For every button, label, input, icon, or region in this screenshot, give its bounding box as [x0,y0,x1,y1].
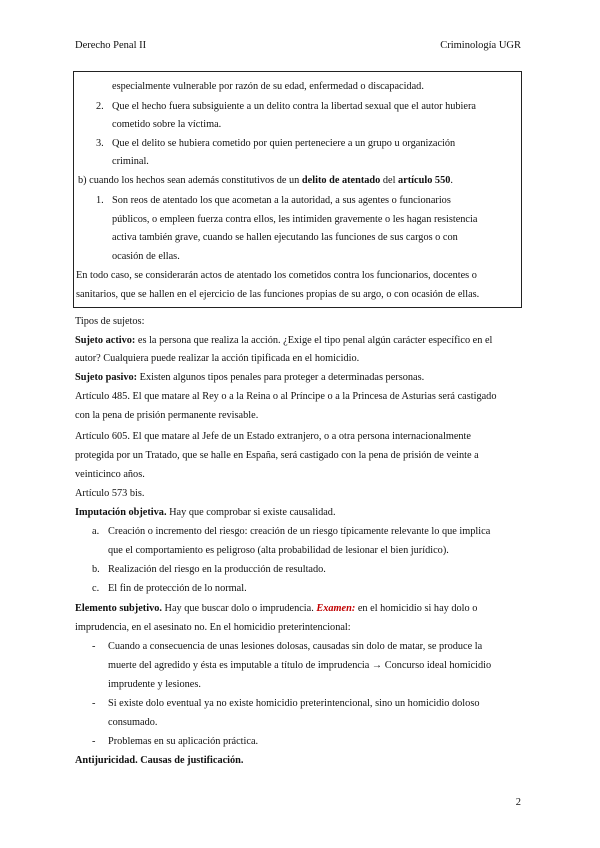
examen-tag: Examen: [316,603,356,614]
text-line: Cuando a consecuencia de unas lesiones dolosas, causadas sin dolo de matar, se produce la [108,641,483,652]
text-line: Si existe dolo eventual ya no existe homicidio preterintencional, sino un homicidio doloso [108,698,480,709]
list-number: 3. [96,138,104,149]
box-line: sanitarios, que se hallen en el ejercicio de las funciones propias de su argo, o con ocasión de ellas. [76,289,480,300]
box-line: cometido sobre la víctima. [112,119,222,130]
list-number: 2. [96,101,104,112]
text-line: El fin de protección de lo normal. [108,583,247,594]
text-line: Artículo 573 bis. [75,488,145,499]
list-letter: b. [92,564,100,575]
list-dash: - [92,698,96,709]
box-line: especialmente vulnerable por razón de su edad, enfermedad o discapacidad. [112,81,424,92]
box-line: En todo caso, se considerarán actos de atentado los cometidos contra los funcionarios, docentes o [76,270,477,281]
box-line: Que el delito se hubiera cometido por quien perteneciere a un grupo u organización [112,138,456,149]
text-line: muerte del agredido y ésta es imputable a título de imprudencia → Concurso ideal homicidio [108,660,492,671]
text-line: Artículo 605. El que matare al Jefe de un Estado extranjero, o a otra persona internacionalmente [75,431,471,442]
page-number: 2 [515,797,521,808]
text-line: Creación o incremento del riesgo: creación de un riesgo típicamente relevante lo que implica [108,526,491,537]
text-line: Realización del riesgo en la producción de resultado. [108,564,326,575]
text-line: con la pena de prisión permanente revisable. [75,410,259,421]
section-heading: Antijuricidad. Causas de justificación. [75,755,244,766]
text-line: Problemas en su aplicación práctica. [108,736,259,747]
text-line: autor? Cualquiera puede realizar la acción tipificada en el homicidio. [75,353,360,364]
text-line: Tipos de sujetos: [75,316,145,327]
text-line: imprudente y lesiones. [108,679,201,690]
box-line-b: b) cuando los hechos sean además constitutivos de un delito de atentado del artículo 550. [78,175,453,186]
list-dash: - [92,736,96,747]
text-line: imprudencia, en el asesinato no. En el homicidio preterintencional: [75,622,351,633]
list-letter: c. [92,583,100,594]
box-line: Que el hecho fuera subsiguiente a un delito contra la libertad sexual que el autor hubiera [112,101,476,112]
text-line: veinticinco años. [75,469,145,480]
elemento-subjetivo-line: Elemento subjetivo. Hay que buscar dolo o imprudencia. Examen: en el homicidio si hay dolo o [75,603,478,614]
list-letter: a. [92,526,100,537]
header-left: Derecho Penal II [75,40,147,51]
list-number: 1. [96,195,104,206]
text-line: Artículo 485. El que matare al Rey o a la Reina o al Príncipe o a la Princesa de Asturias será castigado [75,391,497,402]
list-dash: - [92,641,96,652]
header-right: Criminología UGR [440,40,521,51]
text-line: consumado. [108,717,158,728]
text-line: que el comportamiento es peligroso (alta probabilidad de lesionar el bien jurídico). [108,545,449,556]
subject-active-line: Sujeto activo: es la persona que realiza la acción. ¿Exige el tipo penal algún carácter específico en el [75,335,493,346]
subject-passive-line: Sujeto pasivo: Existen algunos tipos penales para proteger a determinadas personas. [75,372,425,383]
box-line: criminal. [112,156,149,167]
box-line: ocasión de ellas. [112,251,180,262]
box-line: públicos, o empleen fuerza contra ellos, les intimiden gravemente o les hagan resistencia [112,214,478,225]
box-line: activa también grave, cuando se hallen ejecutando las funciones de sus cargos o con [112,232,458,243]
imputacion-line: Imputación objetiva. Hay que comprobar si existe causalidad. [75,507,336,518]
box-line: Son reos de atentado los que acometan a la autoridad, a sus agentes o funcionarios [112,195,451,206]
text-line: protegida por un Tratado, que se halle en España, será castigado con la pena de prisión de veinte a [75,450,479,461]
